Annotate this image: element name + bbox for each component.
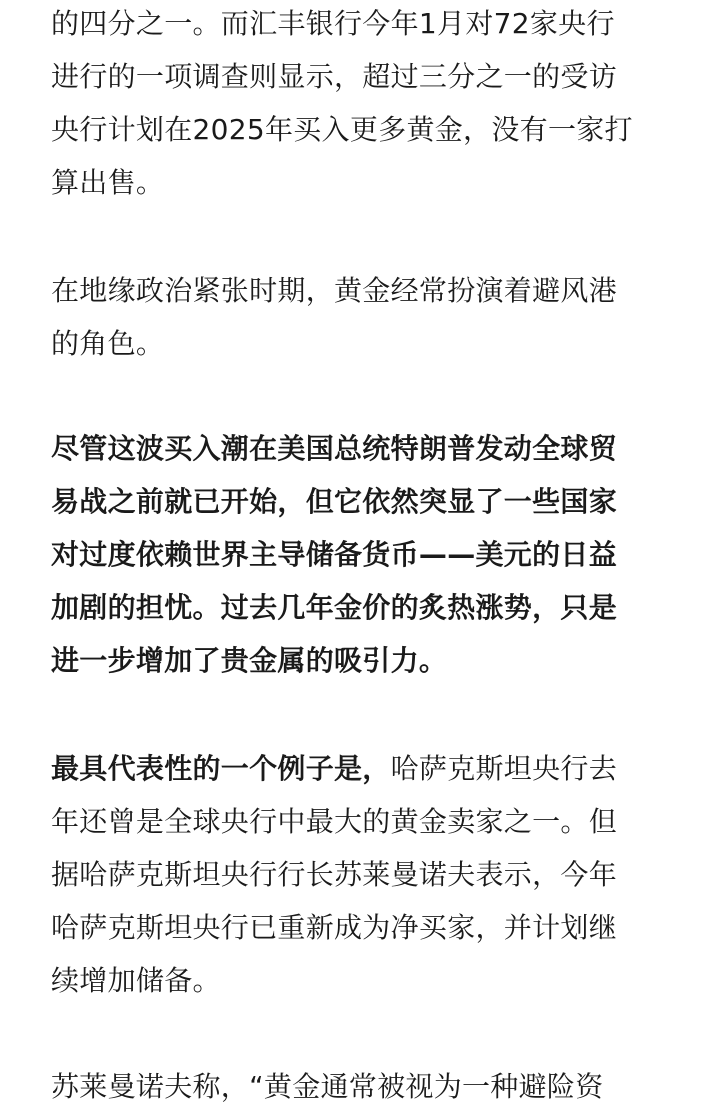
paragraph-central-bank-survey: [51, 0, 633, 209]
text-line: 进一步增加了贵金属的吸引力。: [51, 644, 448, 677]
text-line: [51, 742, 617, 795]
bold-lead-text: 最具代表性的一个例子是，: [51, 752, 391, 785]
text-line: 据哈萨克斯坦央行行长苏莱曼诺夫表示，今年: [51, 858, 618, 891]
text-line: 续增加储备。: [51, 964, 221, 997]
text-line: 的四分之一。而汇丰银行今年1月对72家央行: [51, 7, 615, 40]
paragraph-bold-dollar-concern: [51, 422, 617, 687]
text-run: 哈萨克斯坦央行去: [390, 752, 618, 785]
text-line: 易战之前就已开始，但它依然突显了一些国家: [51, 485, 618, 518]
text-line: 苏莱曼诺夫称，“黄金通常被视为一种避险资: [51, 1070, 604, 1103]
text-line: 加剧的担忧。过去几年金价的炙热涨势，只是: [51, 591, 618, 624]
paragraph-kazakhstan-example: [51, 742, 617, 1007]
text-line: 的角色。: [51, 327, 165, 360]
text-line: 年还曾是全球央行中最大的黄金卖家之一。但: [51, 805, 618, 838]
paragraph-suleimenov-quote: [51, 1060, 604, 1113]
text-line: 对过度依赖世界主导储备货币——美元的日益: [51, 538, 618, 571]
text-line: 进行的一项调查则显示，超过三分之一的受访: [51, 60, 618, 93]
paragraph-safe-haven: [51, 264, 617, 370]
text-line: 算出售。: [51, 166, 165, 199]
text-line: 尽管这波买入潮在美国总统特朗普发动全球贸: [51, 432, 618, 465]
text-line: 在地缘政治紧张时期，黄金经常扮演着避风港: [51, 274, 618, 307]
text-line: 哈萨克斯坦央行已重新成为净买家，并计划继: [51, 911, 618, 944]
text-line: 央行计划在2025年买入更多黄金，没有一家打: [51, 113, 633, 146]
